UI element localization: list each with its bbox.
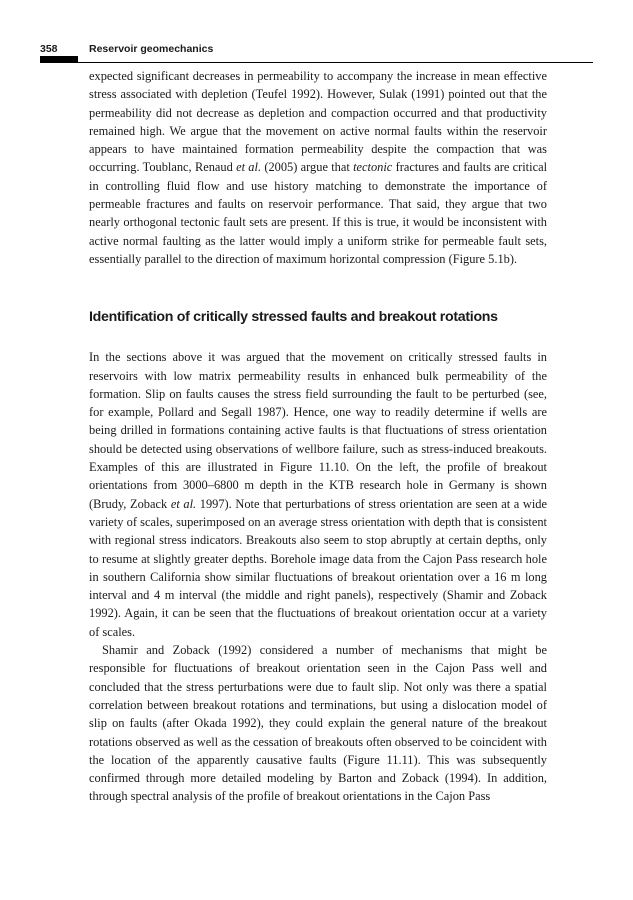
page-number: 358 bbox=[40, 43, 58, 55]
italic-et-al: et al. bbox=[236, 160, 262, 175]
running-title: Reservoir geomechanics bbox=[89, 43, 214, 55]
italic-et-al: et al. bbox=[170, 496, 197, 511]
body-paragraph-2: In the sections above it was argued that the movement on critically stressed faults in reservoirs with low matrix permeability results in enhanced bulk permeability of the formation. Slip on faults causes the stress field surrounding the fault to be perturbed (see, for example, Pollard and Segall 1987). Hence, one way to readily determine if wells are being drilled in formations containing active faults is that fluctuations of stress orientation should be detected using observations of wellbore failure, such as stress-induced breakouts. Examples of this are illustrated in Figure 11.10. On the left, the profile of breakout orientations from 3000–6800 m depth in the KTB research hole in Germany is shown (Brudy, Zoback et al. 1997). Note that perturbations of stress orientation are seen at a wide variety of scales, superimposed on an average stress orientation with depth that is consistent with regional stress indicators. Breakouts also seem to stop abruptly at certain depths, only to resume at slightly greater depths. Borehole image data from the Cajon Pass research hole in southern California show similar fluctuations of breakout orientation over a 16 m long interval and 4 m interval (the middle and right panels), respectively (Shamir and Zoback 1992). Again, it can be seen that the fluctuations of breakout orientation occur at a variety of scales. bbox=[89, 350, 547, 639]
header-rule bbox=[40, 62, 593, 63]
body-paragraph-1: expected significant decreases in permeability to accompany the increase in mean effective stress associated with depletion (Teufel 1992). However, Sulak (1991) pointed out that the permeability did not decrease as depletion and compaction occurred and that productivity remained high. We argue that the movement on active normal faults within the reservoir appears to have maintained formation permeability despite the compaction that was occurring. Toublanc, Renaud et al. (2005) argue that tectonic fractures and faults are critical in controlling fluid flow and use history matching to demonstrate the importance of permeable fractures and faults on reservoir performance. That said, they argue that two nearly orthogonal tectonic fault sets are present. If this is true, it would be inconsistent with active normal faulting as the latter would imply a uniform strike for permeable fault sets, essentially parallel to the direction of maximum horizontal compression (Figure 5.1b). bbox=[89, 69, 548, 266]
page-body bbox=[89, 67, 547, 806]
body-paragraph-3: Shamir and Zoback (1992) considered a number of mechanisms that might be responsible for fluctuations of breakout orientation seen in the Cajon Pass well and concluded that the stress perturbations were due to fault slip. Not only was there a spatial correlation between breakout rotations and terminations, but using a dislocation model of slip on faults (after Okada 1992), they could explain the general nature of the breakout rotations observed as well as the cessation of breakouts often observed to be coincident with the location of the apparently causative faults (Figure 11.11). This was subsequently confirmed through more detailed modeling by Barton and Zoback (1994). In addition, through spectral analysis of the profile of breakout orientations in the Cajon Pass bbox=[89, 643, 547, 804]
section-heading: Identification of critically stressed faults and breakout rotations bbox=[89, 309, 498, 326]
italic-tectonic: tectonic bbox=[353, 160, 393, 175]
